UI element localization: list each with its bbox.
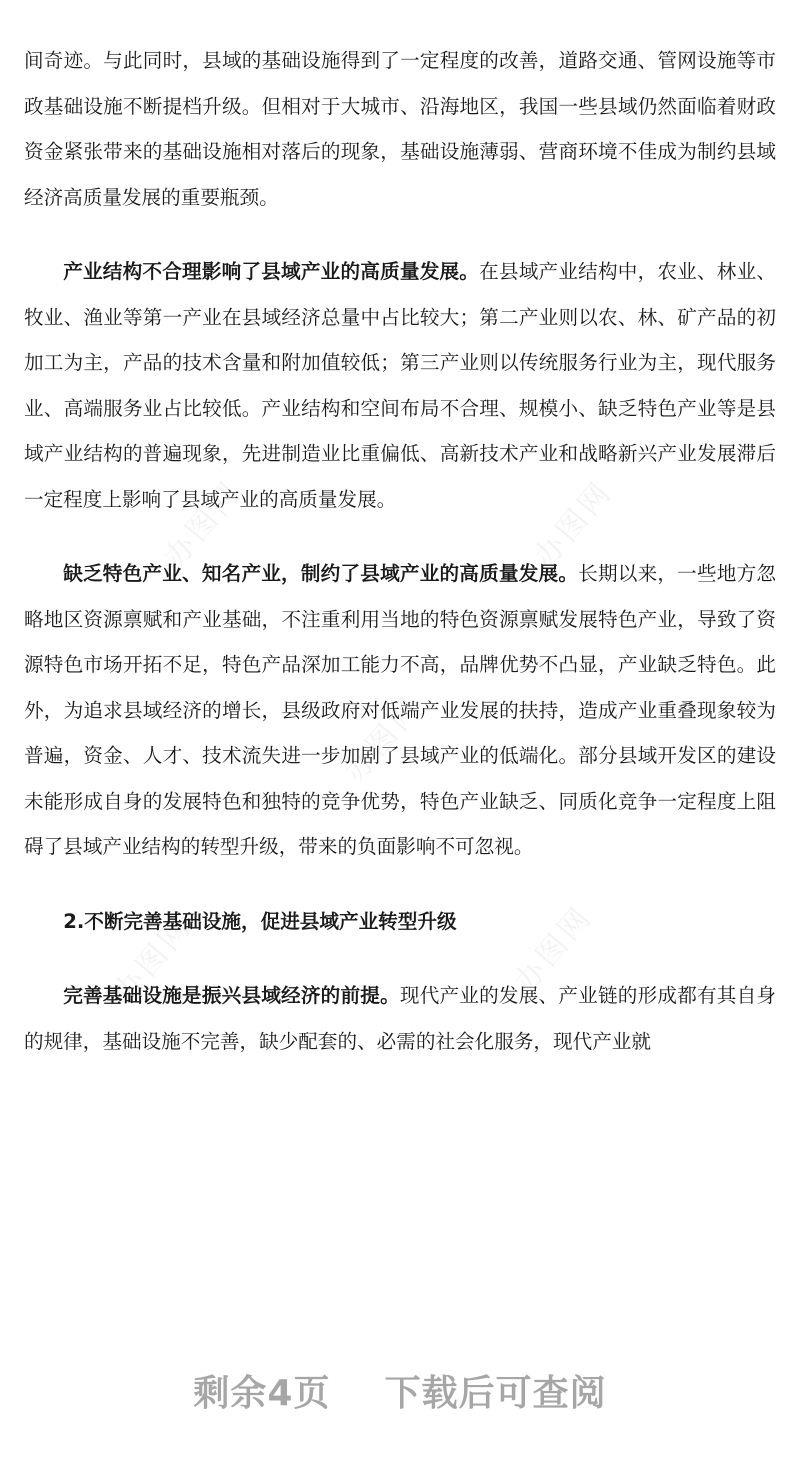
paragraph-infrastructure-premise — [24, 973, 776, 1064]
watermark: 办图网 — [527, 473, 620, 575]
section-heading-text: 2.不断完善基础设施，促进县域产业转型升级 — [63, 909, 457, 933]
remaining-pages-label: 剩余4页 — [193, 1373, 331, 1414]
watermark: 办图网 — [157, 473, 250, 575]
paragraph-text: 现代产业的发展、产业链的形成都有其自身的规律，基础设施不完善，缺少配套的、必需的社会化服务，现代产业就 — [24, 984, 777, 1053]
watermark: 办图网 — [107, 908, 200, 1010]
section-heading — [24, 899, 776, 945]
paragraph-lead: 完善基础设施是振兴县域经济的前提。 — [63, 984, 400, 1007]
paragraph-industrial-structure — [24, 249, 776, 522]
paragraph-text: 在县域产业结构中，农业、林业、牧业、渔业等第一产业在县域经济总量中占比较大；第二产业则以农、林、矿产品的初加工为主，产品的技术含量和附加值较低；第三产业则以传统服务行业为主，现代服务业、高端服务业占比较低。产业结构和空间布局不合理、规模小、缺乏特色产业等是县域产业结构的普遍现象，先进制造业比重偏低、高新技术产业和战略新兴产业发展滞后一定程度上影响了县域产业的高质量发展。 — [24, 260, 777, 511]
download-prompt-label: 下载后可查阅 — [384, 1373, 607, 1414]
paragraph-lead: 缺乏特色产业、知名产业，制约了县域产业的高质量发展。 — [63, 562, 579, 585]
paragraph-text: 长期以来，一些地方忽略地区资源禀赋和产业基础，不注重利用当地的特色资源禀赋发展特色产业，导致了资源特色市场开拓不足，特色产品深加工能力不高，品牌优势不凸显，产业缺乏特色。此外，为追求县域经济的增长，县级政府对低端产业发展的扶持，造成产业重叠现象较为普遍，资金、人才、技术流失进一步加剧了县域产业的低端化。部分县域开发区的建设未能形成自身的发展特色和独特的竞争优势，特色产业缺乏、同质化竞争一定程度上阻碍了县域产业结构的转型升级，带来的负面影响不可忽视。 — [24, 562, 777, 858]
watermark: 办图网 — [337, 688, 430, 790]
watermark: 办图网 — [507, 898, 600, 1000]
document-body — [24, 38, 776, 1064]
paragraph-lead: 产业结构不合理影响了县域产业的高质量发展。 — [63, 260, 480, 283]
paragraph-text: 间奇迹。与此同时，县域的基础设施得到了一定程度的改善，道路交通、管网设施等市政基础设施不断提档升级。但相对于大城市、沿海地区，我国一些县域仍然面临着财政资金紧张带来的基础设施相对落后的现象，基础设施薄弱、营商环境不佳成为制约县域经济高质量发展的重要瓶颈。 — [24, 49, 776, 209]
paragraph-infrastructure-continued — [24, 38, 776, 220]
download-banner[interactable] — [0, 1365, 800, 1416]
paragraph-characteristic-industry — [24, 551, 776, 870]
